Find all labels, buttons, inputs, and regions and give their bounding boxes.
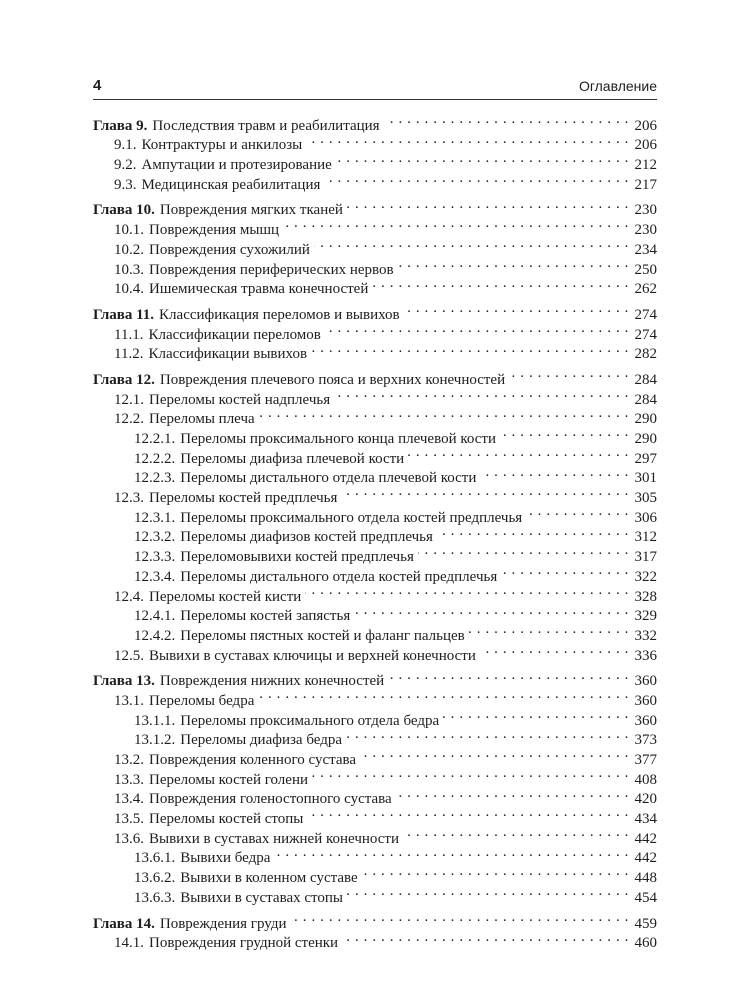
page-reference: 460 — [634, 935, 657, 952]
page-reference: 329 — [634, 608, 657, 625]
toc-chapter-entry — [93, 364, 657, 388]
entry-title: Медицинская реабилитация — [141, 176, 321, 193]
page-reference: 377 — [634, 752, 657, 768]
page-reference: 322 — [634, 568, 657, 585]
section-number: 12.4.2. — [134, 627, 176, 644]
page-reference: 282 — [634, 346, 657, 363]
page-reference: 212 — [634, 157, 657, 174]
running-title: Оглавление — [578, 78, 657, 94]
entry-title: Переломы дистального отдела плечевой кости — [180, 470, 477, 487]
page-reference: 306 — [634, 509, 657, 526]
page-reference: 206 — [634, 137, 657, 154]
page-reference: 250 — [634, 261, 657, 278]
page-reference: 284 — [634, 371, 657, 388]
entry-title: Вывихи в суставах ключицы и верхней конечности — [149, 647, 476, 664]
section-number: 13.6.3. — [134, 889, 176, 906]
page-reference: 284 — [634, 391, 657, 408]
dot-leader — [324, 169, 629, 189]
entry-title: Повреждения голеностопного сустава — [149, 791, 392, 808]
section-number: 10.2. — [114, 241, 144, 258]
entry-title: Переломы проксимального отдела костей предплечья — [180, 509, 523, 526]
page-reference: 217 — [634, 176, 657, 193]
entry-title: Повреждения грудной стенки — [149, 935, 339, 952]
entry-title: Переломы проксимального отдела бедра — [180, 712, 440, 729]
dot-leader — [325, 319, 629, 339]
section-number: 12.3. — [114, 490, 144, 507]
dot-leader — [347, 882, 629, 902]
page-reference: 459 — [634, 915, 657, 932]
page-reference: 230 — [634, 202, 657, 219]
section-number: 13.2. — [114, 752, 144, 768]
entry-title: Ампутации и протезирование — [141, 157, 332, 174]
page-reference: 206 — [634, 117, 657, 134]
page-reference: 420 — [634, 791, 657, 808]
entry-title: Переломы проксимального конца плечевой кости — [180, 431, 496, 447]
entry-title: Повреждения плечевого пояса и верхних конечностей — [159, 371, 506, 388]
toc-section-entry — [93, 882, 657, 906]
page-reference: 408 — [634, 771, 657, 788]
section-number: 12.3.4. — [134, 568, 176, 585]
page-reference: 290 — [634, 431, 657, 447]
toc-chapter-entry — [93, 666, 657, 690]
page-reference: 234 — [634, 241, 657, 258]
section-number: 12.2. — [114, 411, 144, 428]
dot-leader — [480, 463, 629, 483]
entry-title: Переломы костей кисти — [149, 588, 302, 605]
chapter-label: Глава 11. — [93, 306, 155, 323]
chapter-label: Глава 12. — [93, 371, 155, 388]
section-number: 14.1. — [114, 935, 144, 952]
dot-leader — [437, 522, 629, 542]
section-number: 13.3. — [114, 771, 144, 788]
section-number: 13.1.1. — [134, 712, 176, 729]
section-number: 9.1. — [114, 137, 137, 154]
entry-title: Повреждения мышц — [149, 222, 280, 239]
entry-title: Вывихи в суставах стопы — [180, 889, 343, 906]
entry-title: Повреждения мягких тканей — [159, 202, 343, 219]
dot-leader — [341, 482, 629, 502]
entry-title: Переломы диафиза бедра — [180, 732, 342, 749]
entry-title: Переломы диафиза плечевой кости — [180, 450, 405, 467]
dot-leader — [404, 299, 629, 319]
dot-leader — [384, 110, 629, 130]
toc-section-entry — [93, 862, 657, 887]
entry-title: Переломы диафизов костей предплечья — [180, 529, 433, 546]
dot-leader — [509, 364, 629, 384]
toc-section-entry — [93, 581, 657, 605]
entry-title: Классификации переломов — [148, 326, 321, 343]
page-number: 4 — [93, 77, 102, 94]
dot-leader — [418, 541, 629, 561]
dot-leader — [283, 214, 629, 234]
toc-section-entry — [93, 620, 657, 644]
chapter-label: Глава 13. — [93, 673, 155, 690]
dot-leader — [398, 254, 629, 274]
section-number: 11.2. — [114, 346, 144, 363]
dot-leader — [307, 803, 629, 823]
page-reference: 360 — [634, 673, 657, 690]
entry-title: Вывихи в суставах нижней конечности — [149, 830, 400, 847]
section-number: 13.1. — [114, 692, 144, 709]
page-reference: 274 — [634, 306, 657, 323]
section-number: 12.3.3. — [134, 549, 176, 566]
entry-title: Переломы костей стопы — [149, 811, 304, 828]
dot-leader — [342, 928, 629, 948]
dot-leader — [354, 601, 629, 621]
dot-leader — [501, 561, 629, 581]
entry-title: Последствия травм и реабилитация — [152, 117, 380, 134]
dot-leader — [312, 764, 629, 784]
entry-title: Переломы плеча — [149, 411, 255, 428]
page-reference: 305 — [634, 490, 657, 507]
section-number: 13.4. — [114, 791, 144, 808]
dot-leader — [336, 149, 629, 169]
entry-title: Переломы костей надплечья — [149, 391, 331, 408]
dot-leader — [526, 502, 629, 522]
page-reference: 373 — [634, 732, 657, 749]
running-header — [93, 73, 657, 100]
entry-title: Переломы пястных костей и фаланг пальцев — [180, 627, 465, 644]
entry-title: Переломы костей предплечья — [149, 490, 338, 507]
section-number: 13.1.2. — [134, 732, 176, 749]
entry-title: Повреждения груди — [159, 915, 287, 932]
entry-title: Классификация переломов и вывихов — [159, 306, 400, 323]
section-number: 10.4. — [114, 281, 144, 298]
entry-title: Ишемическая травма конечностей — [149, 281, 369, 298]
dot-leader — [372, 274, 629, 294]
dot-leader — [443, 705, 629, 725]
dot-leader — [480, 640, 629, 660]
toc-chapter-entry — [93, 908, 657, 932]
page-reference: 274 — [634, 326, 657, 343]
section-number: 12.2.2. — [134, 450, 176, 467]
page-reference: 262 — [634, 281, 657, 298]
toc-section-entry — [93, 725, 657, 749]
dot-leader — [259, 404, 629, 424]
entry-title: Контрактуры и анкилозы — [141, 137, 303, 154]
entry-title: Переломы костей голени — [149, 771, 308, 788]
page-reference: 336 — [634, 647, 657, 664]
section-number: 12.5. — [114, 647, 144, 664]
toc-section-entry — [93, 482, 657, 507]
page-reference: 442 — [634, 850, 657, 867]
section-number: 12.3.1. — [134, 509, 176, 526]
page-reference: 454 — [634, 889, 657, 906]
page-reference: 301 — [634, 470, 657, 487]
page-reference: 230 — [634, 222, 657, 239]
page-reference: 297 — [634, 450, 657, 467]
chapter-label: Глава 9. — [93, 117, 148, 134]
section-number: 12.1. — [114, 391, 144, 408]
section-number: 13.6.1. — [134, 850, 176, 867]
page-reference: 332 — [634, 627, 657, 644]
page-reference: 360 — [634, 692, 657, 709]
section-number: 11.1. — [114, 326, 144, 343]
dot-leader — [290, 908, 629, 928]
dot-leader — [469, 620, 629, 640]
dot-leader — [347, 195, 629, 215]
section-number: 12.2.3. — [134, 470, 176, 487]
page-reference: 434 — [634, 811, 657, 828]
entry-title: Повреждения сухожилий — [149, 241, 310, 258]
dot-leader — [403, 823, 629, 843]
section-number: 13.6.2. — [134, 870, 176, 887]
page-reference: 448 — [634, 870, 657, 887]
table-of-contents — [93, 110, 657, 952]
entry-title: Переломовывихи костей предплечья — [180, 549, 414, 566]
dot-leader — [346, 725, 629, 745]
toc-section-entry — [93, 744, 657, 768]
dot-leader — [305, 581, 629, 601]
dot-leader — [311, 339, 629, 359]
section-number: 10.1. — [114, 222, 144, 239]
section-number: 12.4.1. — [134, 608, 176, 625]
dot-leader — [360, 744, 629, 764]
page-reference: 360 — [634, 712, 657, 729]
section-number: 12.4. — [114, 588, 144, 605]
section-number: 13.6. — [114, 830, 144, 847]
entry-title: Классификации вывихов — [148, 346, 308, 363]
entry-title: Переломы дистального отдела костей предплечья — [180, 568, 498, 585]
chapter-label: Глава 14. — [93, 915, 155, 932]
dot-leader — [362, 862, 629, 882]
dot-leader — [388, 666, 629, 686]
page-reference: 442 — [634, 830, 657, 847]
section-number: 12.3.2. — [134, 529, 176, 546]
dot-leader — [500, 423, 629, 443]
dot-leader — [314, 234, 629, 254]
entry-title: Повреждения коленного сустава — [149, 752, 357, 768]
toc-chapter-entry — [93, 299, 657, 323]
entry-title: Переломы костей запястья — [180, 608, 351, 625]
dot-leader — [274, 843, 629, 863]
page-reference: 328 — [634, 588, 657, 605]
page-reference: 290 — [634, 411, 657, 428]
section-number: 12.2.1. — [134, 431, 176, 447]
dot-leader — [334, 384, 629, 404]
section-number: 13.5. — [114, 811, 144, 828]
section-number: 9.2. — [114, 157, 137, 174]
toc-chapter-entry — [93, 110, 657, 134]
entry-title: Вывихи бедра — [180, 850, 271, 867]
dot-leader — [396, 784, 629, 804]
chapter-label: Глава 10. — [93, 202, 155, 219]
entry-title: Повреждения нижних конечностей — [159, 673, 385, 690]
entry-title: Вывихи в коленном суставе — [180, 870, 358, 887]
page-reference: 312 — [634, 529, 657, 546]
section-number: 10.3. — [114, 261, 144, 278]
dot-leader — [258, 685, 629, 705]
dot-leader — [306, 130, 629, 150]
entry-title: Переломы бедра — [149, 692, 255, 709]
section-number: 9.3. — [114, 176, 137, 193]
entry-title: Повреждения периферических нервов — [149, 261, 394, 278]
dot-leader — [408, 443, 629, 463]
page-reference: 317 — [634, 549, 657, 566]
toc-chapter-entry — [93, 195, 657, 219]
